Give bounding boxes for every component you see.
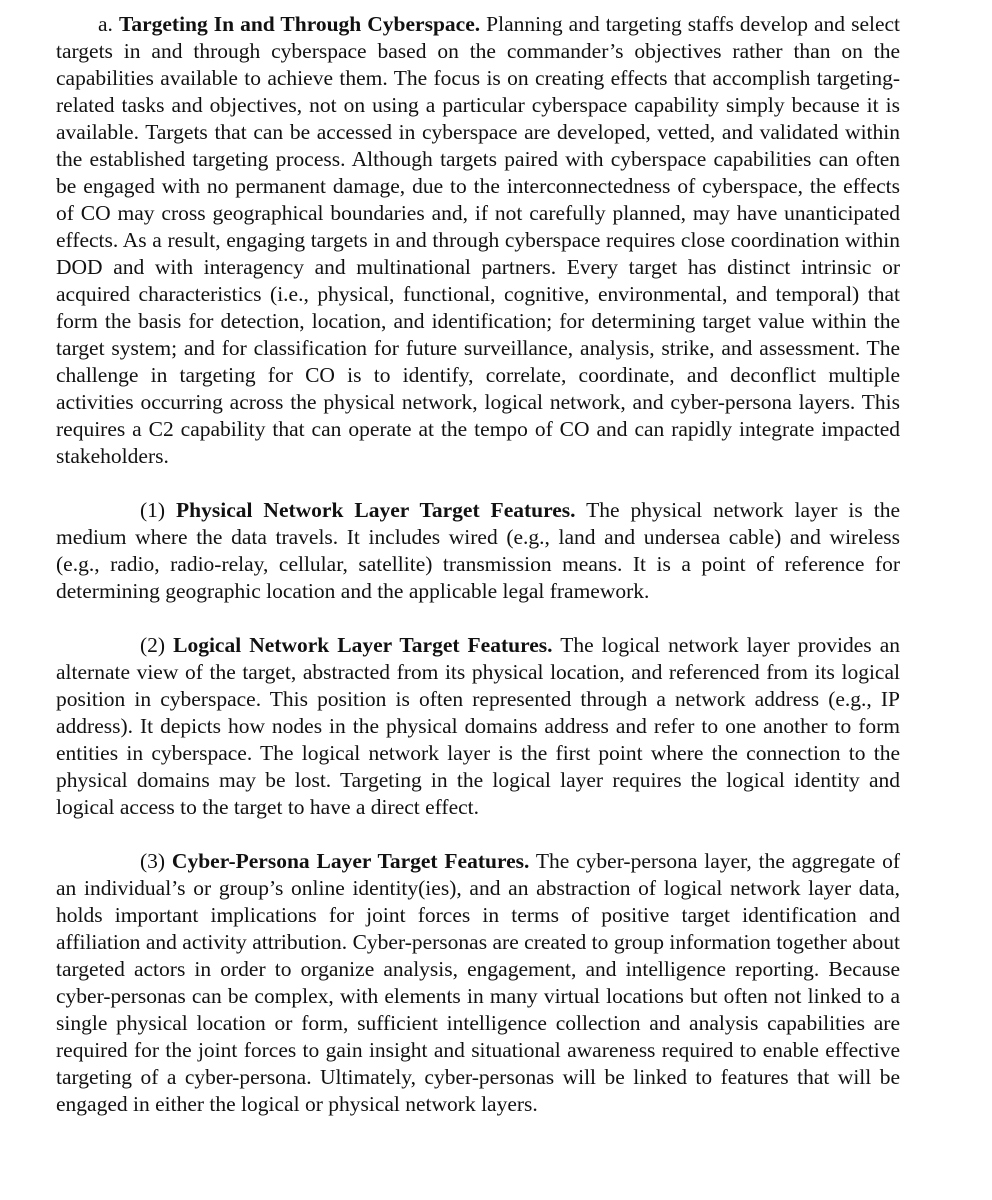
paragraph-heading: Targeting In and Through Cyberspace. [118, 12, 481, 36]
paragraph-marker: (3) [140, 849, 166, 873]
paragraph-body: The physical network layer is the medium where the data travels. It includes wired (e.g., land and undersea cable) and wireless (e.g., radio, radio-relay, cellular, satellite) transmission means. It is a point of reference for determining geographic location and the applicable legal framework. [56, 498, 900, 603]
paragraph-body: The logical network layer provides an alternate view of the target, abstracted from its physical location, and referenced from its logical position in cyberspace. This position is often represented through a network address (e.g., IP address). It depicts how nodes in the physical domains address and refer to one another to form entities in cyberspace. The logical network layer is the first point where the connection to the physical domains may be lost. Targeting in the logical layer requires the logical identity and logical access to the target to have a direct effect. [56, 633, 900, 819]
paragraph-heading: Logical Network Layer Target Features. [173, 633, 553, 657]
paragraph-heading: Physical Network Layer Target Features. [176, 498, 576, 522]
paragraph-logical-network-layer [56, 632, 900, 821]
paragraph-physical-network-layer [56, 497, 900, 605]
document-page [56, 11, 900, 1118]
paragraph-marker: (1) [140, 498, 166, 522]
paragraph-body: The cyber-persona layer, the aggregate of an individual’s or group’s online identity(ies), and an abstraction of logical network layer data, holds important implications for joint forces in terms of positive target identification and affiliation and activity attribution. Cyber-personas are created to group information together about targeted actors in order to organize analysis, engagement, and intelligence reporting. Because cyber-personas can be complex, with elements in many virtual locations but often not linked to a single physical location or form, sufficient intelligence collection and analysis capabilities are required for the joint forces to gain insight and situational awareness required to enable effective targeting of a cyber-persona. Ultimately, cyber-personas will be linked to features that will be engaged in either the logical or physical network layers. [56, 849, 901, 1116]
paragraph-marker: a. [98, 12, 113, 36]
paragraph-heading: Cyber-Persona Layer Target Features. [171, 849, 530, 873]
paragraph-targeting-in-and-through-cyberspace [56, 11, 900, 470]
paragraph-cyber-persona-layer [56, 848, 900, 1118]
paragraph-marker: (2) [140, 633, 166, 657]
paragraph-body: Planning and targeting staffs develop and select targets in and through cyberspace based on the commander’s objectives rather than on the capabilities available to achieve them. The focus is on creating effects that accomplish targeting-related tasks and objectives, not on using a particular cyberspace capability simply because it is available. Targets that can be accessed in cyberspace are developed, vetted, and validated within the established targeting process. Although targets paired with cyberspace capabilities can often be engaged with no permanent damage, due to the interconnectedness of cyberspace, the effects of CO may cross geographical boundaries and, if not carefully planned, may have unanticipated effects. As a result, engaging targets in and through cyberspace requires close coordination within DOD and with interagency and multinational partners. Every target has distinct intrinsic or acquired characteristics (i.e., physical, functional, cognitive, environmental, and temporal) that form the basis for detection, location, and identification; for determining target value within the target system; and for classification for future surveillance, analysis, strike, and assessment. The challenge in targeting for CO is to identify, correlate, coordinate, and deconflict multiple activities occurring across the physical network, logical network, and cyber-persona layers. This requires a C2 capability that can operate at the tempo of CO and can rapidly integrate impacted stakeholders. [56, 12, 901, 468]
